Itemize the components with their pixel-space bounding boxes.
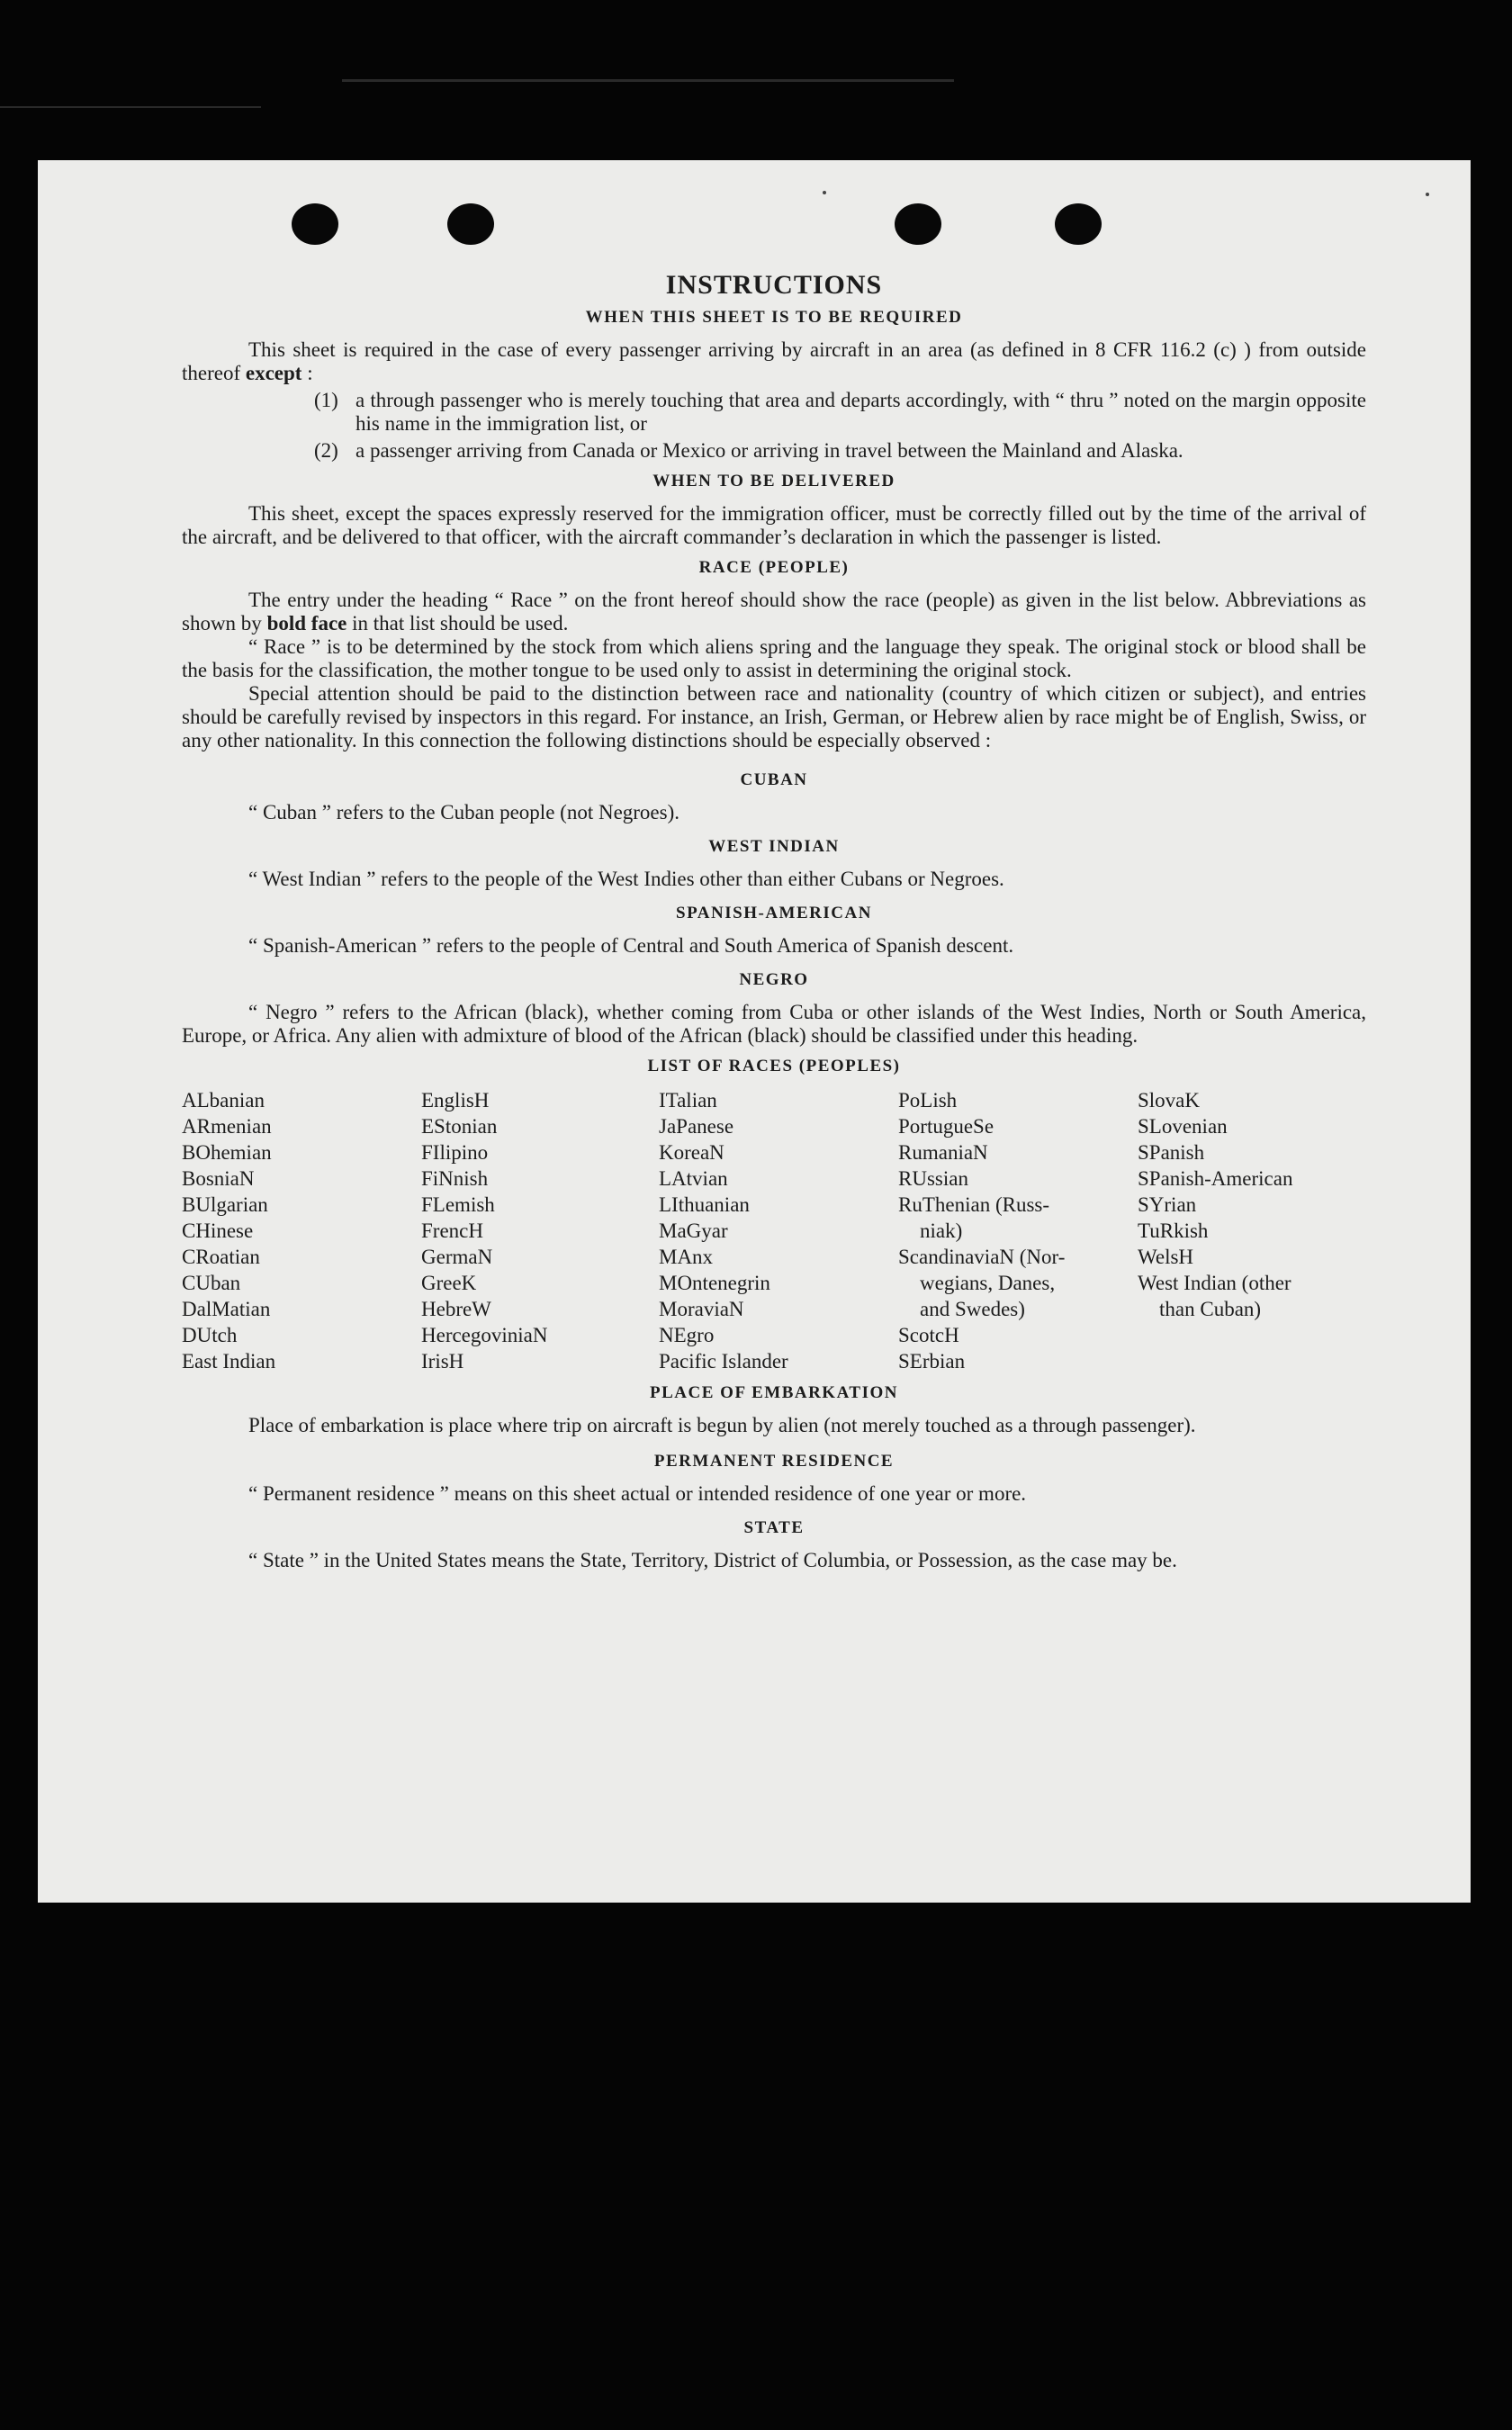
race-item: ITalian [659,1089,717,1112]
race-item: and Swedes) [920,1298,1025,1320]
race-item: wegians, Danes, [920,1272,1056,1294]
race-item: IrisH [421,1350,464,1372]
heading-spanish-american: SPANISH-AMERICAN [676,904,872,922]
document-body [182,270,1366,1572]
scan-speck [1426,193,1429,196]
paragraph-spanish-american: “ Spanish-American ” refers to the people of Central and South America of Spanish descent. [248,934,1014,957]
heading-permanent-residence: PERMANENT RESIDENCE [653,1452,895,1471]
race-item: WelsH [1138,1246,1194,1268]
race-item: PortugueSe [898,1115,994,1138]
paragraph-when-delivered: This sheet, except the spaces expressly reserved for the immigration officer, must be correctly filled out by the time of the arrival of the aircraft, and be delivered to that officer, with the aircraft commander’s declaration in which the passenger is listed. [182,502,1366,548]
heading-cuban: CUBAN [740,770,808,789]
heading-race: RACE (PEOPLE) [698,558,850,577]
race-item: FLemish [421,1193,495,1216]
race-item: PoLish [898,1089,958,1112]
paragraph-cuban: “ Cuban ” refers to the Cuban people (not Negroes). [248,801,680,824]
race-item: SLovenian [1138,1115,1228,1138]
punch-hole [1055,203,1102,245]
heading-when-required: WHEN THIS SHEET IS TO BE REQUIRED [585,308,963,327]
race-item: NEgro [659,1324,715,1346]
race-item: BUlgarian [182,1193,268,1216]
race-column-3 [659,1087,898,1374]
paragraph-race-1: The entry under the heading “ Race ” on the front hereof should show the race (people) as given in the list below. Abbreviations as shown by bold face in that list should be used. [182,589,1366,634]
race-item: LIthuanian [659,1193,750,1216]
race-item: CUban [182,1272,241,1294]
race-item: CRoatian [182,1246,260,1268]
race-item: MaGyar [659,1220,728,1242]
race-item: RumaniaN [898,1141,988,1164]
race-item: MOntenegrin [659,1272,770,1294]
race-item: ALbanian [182,1089,265,1112]
race-item: BOhemian [182,1141,272,1164]
race-item: HercegoviniaN [421,1324,548,1346]
race-item: SYrian [1138,1193,1197,1216]
race-column-2 [421,1087,659,1374]
race-item: ARmenian [182,1115,272,1138]
heading-when-delivered: WHEN TO BE DELIVERED [652,472,896,490]
instruction-sheet [38,160,1471,1903]
race-item: FrencH [421,1220,483,1242]
race-item: CHinese [182,1220,254,1242]
race-item: RUssian [898,1167,968,1190]
scan-speck [823,191,826,194]
race-item: FiNnish [421,1167,489,1190]
document-title: INSTRUCTIONS [665,270,883,300]
paragraph-residence: “ Permanent residence ” means on this sheet actual or intended residence of one year or more. [248,1482,1027,1505]
scan-artifact [0,106,261,108]
race-column-4 [898,1087,1138,1374]
race-item: SlovaK [1138,1089,1200,1112]
punch-hole [447,203,494,245]
paragraph-negro: “ Negro ” refers to the African (black), whether coming from Cuba or other islands of the West Indies, North or South America, Europe, or Africa. Any alien with admixture of blood of the African (black) should be classified under this heading. [182,1001,1366,1047]
race-item: East Indian [182,1350,276,1372]
race-item: GreeK [421,1272,477,1294]
paragraph-race-3: Special attention should be paid to the distinction between race and nationality (country of which citizen or subject), and entries should be carefully revised by inspectors in this regard. For instance, an Irish, German, or Hebrew alien by race might be of English, Swiss, or any other nationality. In this connection the following distinctions should be especially observed : [182,682,1366,752]
paragraph-state: “ State ” in the United States means the State, Territory, District of Columbia, or Possession, as the case may be. [248,1549,1177,1571]
race-item: than Cuban) [1159,1298,1262,1320]
heading-state: STATE [743,1518,805,1537]
race-item: DUtch [182,1324,238,1346]
race-column-1 [182,1087,421,1374]
race-item: niak) [920,1220,963,1242]
race-list [182,1087,1366,1374]
paragraph-race-2: “ Race ” is to be determined by the stock from which aliens spring and the language they speak. The original stock or blood shall be the basis for the classification, the mother tongue to be used only to assist in determining the original stock. [182,635,1366,681]
race-item: RuThenian (Russ- [898,1193,1050,1216]
race-item: SPanish-American [1138,1167,1293,1190]
scan-artifact [342,79,954,82]
race-item: JaPanese [659,1115,734,1138]
race-item: KoreaN [659,1141,724,1164]
heading-west-indian: WEST INDIAN [708,837,840,856]
race-item: LAtvian [659,1167,728,1190]
heading-negro: NEGRO [739,970,809,989]
race-item: ScotcH [898,1324,959,1346]
race-item: GermaN [421,1246,493,1268]
punch-hole [292,203,338,245]
race-item: TuRkish [1138,1220,1209,1242]
punch-hole [895,203,941,245]
race-item: MoraviaN [659,1298,744,1320]
race-item: MAnx [659,1246,714,1268]
race-item: Pacific Islander [659,1350,788,1372]
list-item-1: (1) a through passenger who is merely touching that area and departs accordingly, with “ thru ” noted on the margin opposite his name in the immigration list, or [314,389,1366,435]
race-item: EStonian [421,1115,498,1138]
paragraph-west-indian: “ West Indian ” refers to the people of the West Indies other than either Cubans or Negroes. [248,868,1004,890]
paragraph-embarkation: Place of embarkation is place where trip on aircraft is begun by alien (not merely touched as a through passenger). [248,1414,1196,1436]
race-item: ScandinaviaN (Nor- [898,1246,1066,1268]
heading-list-of-races: LIST OF RACES (PEOPLES) [647,1057,901,1076]
heading-place-of-embarkation: PLACE OF EMBARKATION [650,1383,898,1402]
race-item: HebreW [421,1298,491,1320]
race-item: SPanish [1138,1141,1205,1164]
race-item: EnglisH [421,1089,490,1112]
paragraph-when-required: This sheet is required in the case of every passenger arriving by aircraft in an area (as defined in 8 CFR 116.2 (c) ) from outside thereof except : [182,338,1366,384]
race-item: FIlipino [421,1141,489,1164]
race-item: SErbian [898,1350,966,1372]
race-column-5 [1138,1087,1366,1374]
race-item: West Indian (other [1138,1272,1292,1294]
race-item: BosniaN [182,1167,255,1190]
list-item-2: (2) a passenger arriving from Canada or Mexico or arriving in travel between the Mainland and Alaska. [314,439,1184,462]
race-item: DalMatian [182,1298,271,1320]
